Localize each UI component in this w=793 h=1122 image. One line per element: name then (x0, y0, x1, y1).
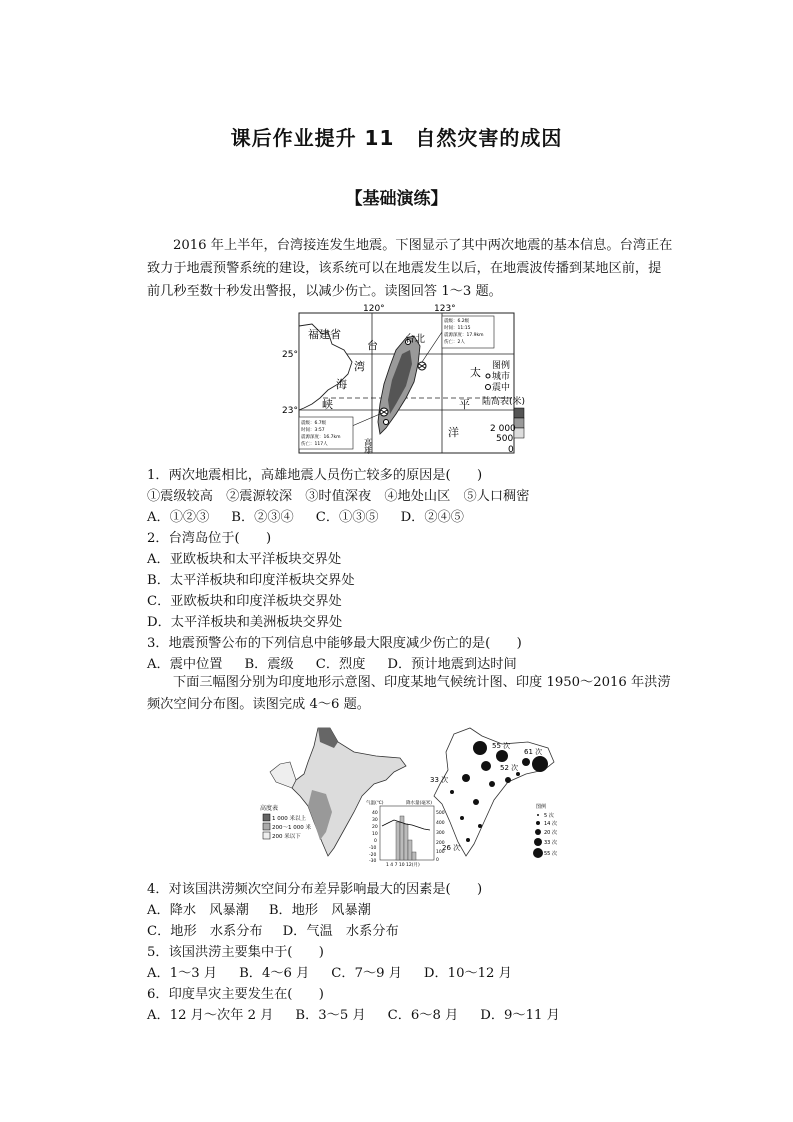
intro-paragraph-1: 2016 年上半年，台湾接连发生地震。下图显示了其中两次地震的基本信息。台湾正在致力于地震预警系统的建设，该系统可以在地震发生以后，在地震波传播到某地区前，提前几秒至数十秒发出警报，以减少伤亡。读图回答 1～3 题。 (147, 238, 673, 299)
latitude-23: 23° (282, 406, 298, 416)
elevation-0: 0 (508, 445, 514, 455)
q4-option-d[interactable]: D．气温 水系分布 (282, 924, 399, 939)
terrain-legend-title: 高度表 (260, 805, 279, 812)
climate-tick-l2: 30 (372, 818, 378, 823)
label-taibei: 台北 (405, 334, 425, 345)
q5-option-c[interactable]: C．7～9 月 (331, 966, 402, 981)
q3-option-b[interactable]: B．震级 (244, 657, 294, 672)
climate-tick-l5: 0 (374, 839, 377, 844)
taiwan-earthquake-map (282, 304, 532, 456)
label-gaoxiong: 高雄 (363, 438, 373, 454)
label-fujian: 福建省 (308, 328, 341, 341)
q1-option-d[interactable]: D．②④⑤ (400, 510, 464, 525)
climate-tick-r1: 500 (436, 811, 445, 816)
question-1-options (147, 508, 486, 528)
climate-tick-l4: 10 (372, 832, 378, 837)
flood-label-52: 52 次 (500, 764, 519, 772)
climate-bar-aug (404, 824, 408, 860)
south-quake-magnitude: 震级：6.7级 (301, 421, 327, 426)
label-wan: 湾 (354, 360, 365, 373)
flood-label-55: 55 次 (492, 742, 511, 750)
south-quake-depth: 震源深度：16.7km (301, 435, 341, 440)
north-quake-depth: 震源深度：17.9km (444, 333, 484, 338)
q6-option-d[interactable]: D．9～11 月 (480, 1008, 560, 1023)
q3-option-a[interactable]: A．震中位置 (147, 657, 223, 672)
north-quake-time: 时间：11:15 (444, 326, 471, 331)
climate-left-axis-label: 气温(℃) (366, 801, 384, 806)
label-hai: 海 (336, 378, 347, 391)
page-title: 课后作业提升 11 自然灾害的成因 (230, 126, 563, 150)
climate-tick-l3: 20 (372, 825, 378, 830)
question-5-options (147, 964, 534, 984)
longitude-120: 120° (363, 304, 385, 314)
q2-option-c[interactable]: C．亚欧板块和印度洋板块交界处 (147, 594, 342, 609)
q6-option-a[interactable]: A．12 月～次年 2 月 (147, 1008, 274, 1023)
flood-legend-2: 14 次 (544, 821, 557, 827)
flood-label-61: 61 次 (524, 748, 543, 756)
flood-label-26: 26 次 (442, 844, 461, 852)
q3-option-d[interactable]: D．预计地震到达时间 (387, 657, 517, 672)
flood-legend-5: 55 次 (544, 851, 557, 857)
label-tai-pacific: 太 (470, 366, 481, 379)
question-5: 5．该国洪涝主要集中于( ) (147, 945, 324, 960)
q4-option-c[interactable]: C．地形 水系分布 (147, 924, 263, 939)
question-4: 4．对该国洪涝频次空间分布差异影响最大的因素是( ) (147, 882, 483, 897)
flood-legend-1: 5 次 (544, 813, 554, 819)
question-6: 6．印度旱灾主要发生在( ) (147, 987, 324, 1002)
elevation-500: 500 (496, 434, 514, 444)
latitude-25: 25° (282, 350, 298, 360)
longitude-123: 123° (434, 304, 456, 314)
intro-paragraph-2: 下面三幅图分别为印度地形示意图、印度某地气候统计图、印度 1950～2016 年洪涝频次空间分布图。读图完成 4～6 题。 (147, 675, 671, 712)
question-4-options-row1 (147, 901, 371, 921)
climate-x-axis: 1 4 7 10 12(月) (386, 863, 420, 867)
label-ping: 平 (459, 398, 470, 411)
climate-tick-r4: 200 (436, 841, 445, 846)
q2-option-d[interactable]: D．太平洋板块和美洲板块交界处 (147, 615, 343, 630)
climate-tick-r5: 100 (436, 850, 445, 855)
flood-label-33: 33 次 (430, 776, 449, 784)
north-quake-magnitude: 震级：6.2级 (444, 319, 470, 324)
climate-tick-l7: -20 (369, 853, 377, 858)
q1-option-b[interactable]: B．②③④ (231, 510, 294, 525)
label-yang: 洋 (448, 426, 459, 439)
terrain-legend-1: 1 000 米以上 (272, 816, 306, 822)
question-3: 3．地震预警公布的下列信息中能够最大限度减少伤亡的是( ) (147, 636, 522, 651)
south-quake-casualties: 伤亡：117人 (301, 442, 328, 447)
flood-legend-4: 33 次 (544, 840, 557, 846)
india-maps-figure (256, 722, 566, 867)
terrain-legend-3: 200 米以下 (272, 834, 301, 840)
south-quake-time: 时间：3:57 (301, 428, 325, 433)
question-2: 2．台湾岛位于( ) (147, 531, 272, 546)
elevation-2000: 2 000 (490, 424, 516, 434)
question-1-items: ①震级较高 ②震源较深 ③时值深夜 ④地处山区 ⑤人口稠密 (147, 489, 530, 504)
label-tai: 台 (367, 339, 378, 352)
label-xia: 峡 (322, 398, 333, 411)
legend-title: 图例 (492, 361, 511, 371)
question-6-options (147, 1006, 582, 1026)
q5-option-b[interactable]: B．4～6 月 (239, 966, 310, 981)
q2-option-a[interactable]: A．亚欧板块和太平洋板块交界处 (147, 552, 342, 567)
q5-option-d[interactable]: D．10～12 月 (423, 966, 512, 981)
terrain-legend-2: 200～1 000 米 (272, 825, 311, 831)
legend-epicenter: 震中 (492, 383, 511, 393)
q2-option-b[interactable]: B．太平洋板块和印度洋板块交界处 (147, 573, 355, 588)
climate-right-axis-label: 降水量(毫米) (406, 801, 433, 806)
flood-legend-title: 图例 (536, 804, 547, 810)
climate-tick-r2: 400 (436, 821, 445, 826)
q1-option-a[interactable]: A．①②③ (147, 510, 210, 525)
q5-option-a[interactable]: A．1～3 月 (147, 966, 218, 981)
q6-option-c[interactable]: C．6～8 月 (387, 1008, 459, 1023)
north-quake-casualties: 伤亡：2人 (444, 340, 465, 345)
climate-bar-jun (396, 822, 400, 860)
legend-city: 城市 (492, 372, 511, 382)
climate-tick-l6: -10 (369, 846, 377, 851)
question-1: 1．两次地震相比，高雄地震人员伤亡较多的原因是( ) (147, 468, 483, 483)
section-title: 【基础演练】 (345, 189, 448, 209)
q1-option-c[interactable]: C．①③⑤ (315, 510, 379, 525)
climate-bar-oct (412, 852, 416, 860)
legend-elevation: 陆高表(米) (482, 397, 526, 407)
climate-tick-r3: 300 (436, 831, 445, 836)
climate-bar-sep (408, 840, 412, 860)
q6-option-b[interactable]: B．3～5 月 (295, 1008, 366, 1023)
question-4-options-row2 (147, 922, 399, 942)
climate-tick-l8: -30 (369, 859, 377, 864)
q4-option-a[interactable]: A．降水 风暴潮 (147, 903, 249, 918)
q3-option-c[interactable]: C．烈度 (315, 657, 366, 672)
q4-option-b[interactable]: B．地形 风暴潮 (268, 903, 371, 918)
climate-tick-r6: 0 (436, 858, 439, 863)
flood-legend-3: 20 次 (544, 830, 557, 836)
climate-tick-l1: 40 (372, 811, 378, 816)
